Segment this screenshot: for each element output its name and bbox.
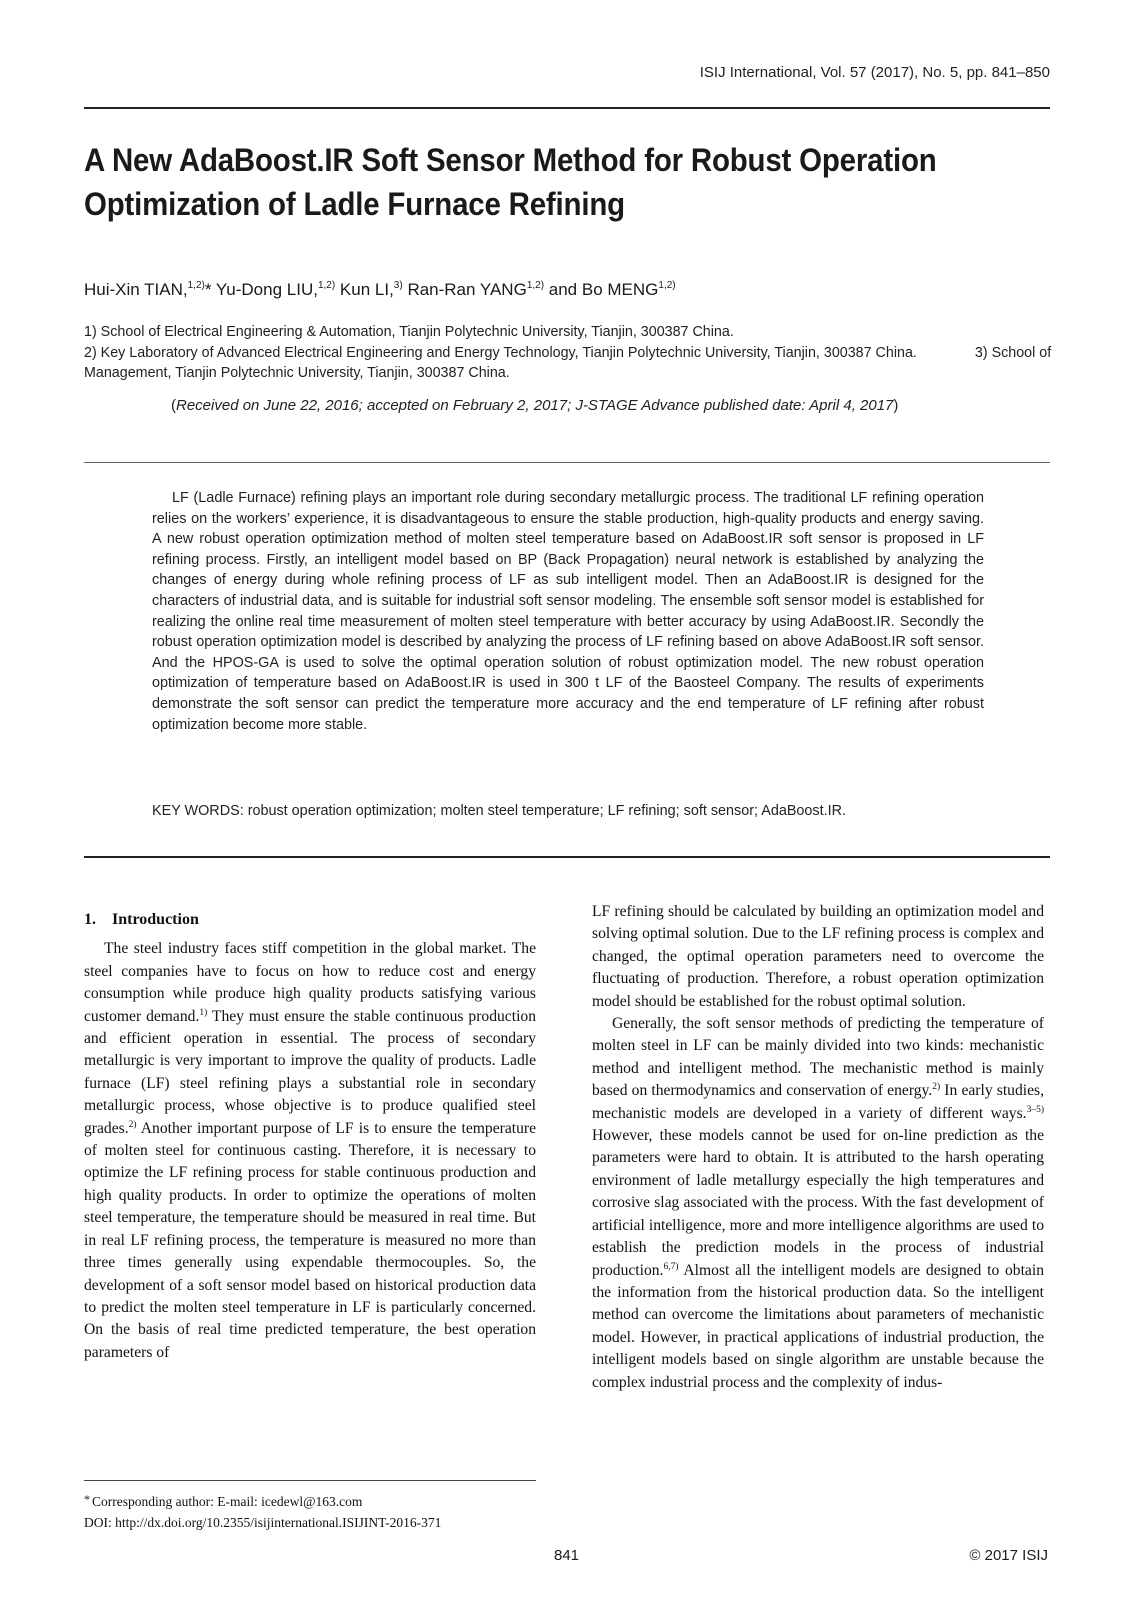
reference-mark: 2)	[932, 1082, 941, 1093]
copyright-notice: © 2017 ISIJ	[969, 1547, 1048, 1564]
paper-title: A New AdaBoost.IR Soft Sensor Method for Robust Operation Optimization of Ladle Furnace Refining	[84, 142, 937, 222]
author-list	[84, 280, 676, 300]
text-run: The steel industry faces stiff competition in the global market. The steel companies have to focus on how to reduce cost and energy consumption while produce high quality products satisfying various customer demand.	[84, 940, 536, 1025]
text-run: Almost all the intelligent models are designed to obtain the information from the historical production data. So the intelligent method can overcome the limitations about parameters of mechanistic model. However, in practical applications of industrial production, the intelligent models based on single algorithm are unstable because the complex industrial process and the complexity of indus-	[592, 1261, 1044, 1391]
author-affiliation-mark: 3)	[393, 280, 403, 291]
footnote-rule	[84, 1480, 536, 1481]
author-affiliation-mark: 1,2)	[526, 280, 545, 291]
body-paragraph	[84, 938, 536, 1364]
author-name: Hui-Xin TIAN,	[84, 280, 188, 299]
left-column	[84, 903, 536, 1364]
affiliation-1: 1) School of Electrical Engineering & Automation, Tianjin Polytechnic University, Tianjin, 300387 China.	[84, 324, 734, 340]
section-number: 1.	[84, 911, 96, 928]
author-affiliation-mark: 1,2)	[317, 280, 336, 291]
abstract-rule	[84, 462, 1050, 463]
author-affiliation-mark: 1,2)	[658, 280, 676, 291]
received-text: Received on June 22, 2016; accepted on February 2, 2017; J-STAGE Advance published date: April 4, 2017	[176, 397, 894, 414]
text-run: However, these models cannot be used for on-line prediction as the parameters were hard to obtain. It is attributed to the harsh operating environment of ladle metallurgy especially the high temperatures and corrosive slag associated with the process. With the fast development of artificial intelligence, more and more intelligence algorithms are used to establish the prediction models in the process of industrial production.	[592, 1127, 1044, 1279]
reference-mark: 1)	[199, 1007, 208, 1018]
reference-mark: 3–5)	[1026, 1104, 1044, 1115]
affiliation-3: 3) School of Management, Tianjin Polytechnic University, Tianjin, 300387 China.	[84, 344, 1052, 381]
author-separator: *	[204, 280, 216, 299]
author-separator: and	[544, 280, 582, 299]
author-name: Kun LI,	[339, 280, 394, 299]
abstract: LF (Ladle Furnace) refining plays an important role during secondary metallurgic process. The traditional LF refining operation relies on the workers’ experience, it is disadvantageous to ensure the stable production, high-quality products and energy saving. A new robust operation optimization method of molten steel temperature based on AdaBoost.IR soft sensor is proposed in LF refining process. Firstly, an intelligent model based on BP (Back Propagation) neural network is established by analyzing the changes of energy during whole refining process of LF as sub intelligent model. Then an AdaBoost.IR is designed for the characters of industrial data, and is suitable for industrial soft sensor modeling. The ensemble soft sensor model is established for realizing the online real time measurement of molten steel temperature with better accuracy by using AdaBoost.IR. Secondly the robust operation optimization model is described by analyzing the process of LF refining based on above AdaBoost.IR soft sensor. And the HPOS-GA is used to solve the optimal operation solution of robust optimization model. The new robust operation optimization of temperature based on AdaBoost.IR is used in 300 t LF of the Baosteel Company. The results of experiments demonstrate the soft sensor can predict the temperature more accuracy and the end temperature of LF refining after robust optimization become more stable.	[152, 490, 984, 733]
received-dates: (Received on June 22, 2016; accepted on February 2, 2017; J-STAGE Advance published date: April 4, 2017)	[171, 397, 899, 414]
text-run: Another important purpose of LF is to ensure the temperature of molten steel for continuous casting. Therefore, it is necessary to optimize the LF refining process for stable continuous production and high quality products. In order to optimize the operations of molten steel temperature, the temperature should be measured in real time. But in real LF refining process, the temperature is measured no more than three times generally using expendable thermocouples. So, the development of a soft sensor model based on historical production data to predict the molten steel temperature in LF is particularly concerned. On the basis of real time predicted temperature, the best operation parameters of	[84, 1119, 536, 1361]
right-column	[592, 901, 1044, 1394]
author-name: Bo MENG	[581, 280, 659, 299]
header-rule	[84, 107, 1050, 109]
text-run: Generally, the soft sensor methods of predicting the temperature of molten steel in LF can be mainly divided into two kinds: mechanistic method and intelligent method. The mechanistic method is mainly based on thermodynamics and conservation of energy.	[592, 1015, 1044, 1100]
body-rule	[84, 856, 1050, 858]
text-run: In early studies, mechanistic models are developed in a variety of different ways.	[592, 1082, 1044, 1122]
reference-mark: 2)	[128, 1119, 137, 1130]
reference-mark: 6,7)	[663, 1261, 679, 1272]
affiliations	[84, 322, 1054, 384]
doi-note: DOI: http://dx.doi.org/10.2355/isijinternational.ISIJINT-2016-371	[84, 1515, 442, 1530]
section-title: Introduction	[112, 911, 199, 928]
keywords: KEY WORDS: robust operation optimization; molten steel temperature; LF refining; soft sensor; AdaBoost.IR.	[152, 803, 847, 819]
corresponding-author-text: Corresponding author: E-mail: icedewl@163.com	[92, 1494, 363, 1509]
page-number: 841	[554, 1547, 580, 1564]
text-run: They must ensure the stable continuous production and efficient operation in essential. The process of secondary metallurgic is very important to improve the quality of products. Ladle furnace (LF) steel refining plays a substantial role in secondary metallurgic process, whose objective is to produce qualified steel grades.	[84, 1007, 536, 1137]
corresponding-author-note	[84, 1489, 441, 1512]
footnotes	[84, 1489, 441, 1533]
author-name: Ran-Ran YANG	[407, 280, 527, 299]
section-heading	[84, 909, 536, 931]
author-affiliation-mark: 1,2)	[187, 280, 205, 291]
author-name: Yu-Dong LIU,	[215, 280, 318, 299]
body-paragraph	[592, 1013, 1044, 1394]
footnote-star: *	[84, 1492, 90, 1506]
affiliation-2: 2) Key Laboratory of Advanced Electrical Engineering and Energy Technology, Tianjin Polytechnic University, Tianjin, 300387 China.	[84, 344, 917, 361]
journal-citation: ISIJ International, Vol. 57 (2017), No. 5, pp. 841–850	[699, 64, 1050, 81]
body-paragraph: LF refining should be calculated by building an optimization model and solving optimal solution. Due to the LF refining process is complex and changed, the optimal operation parameters need to overcome the fluctuating of production. Therefore, a robust operation optimization model should be established for the robust optimal solution.	[592, 903, 1044, 1010]
